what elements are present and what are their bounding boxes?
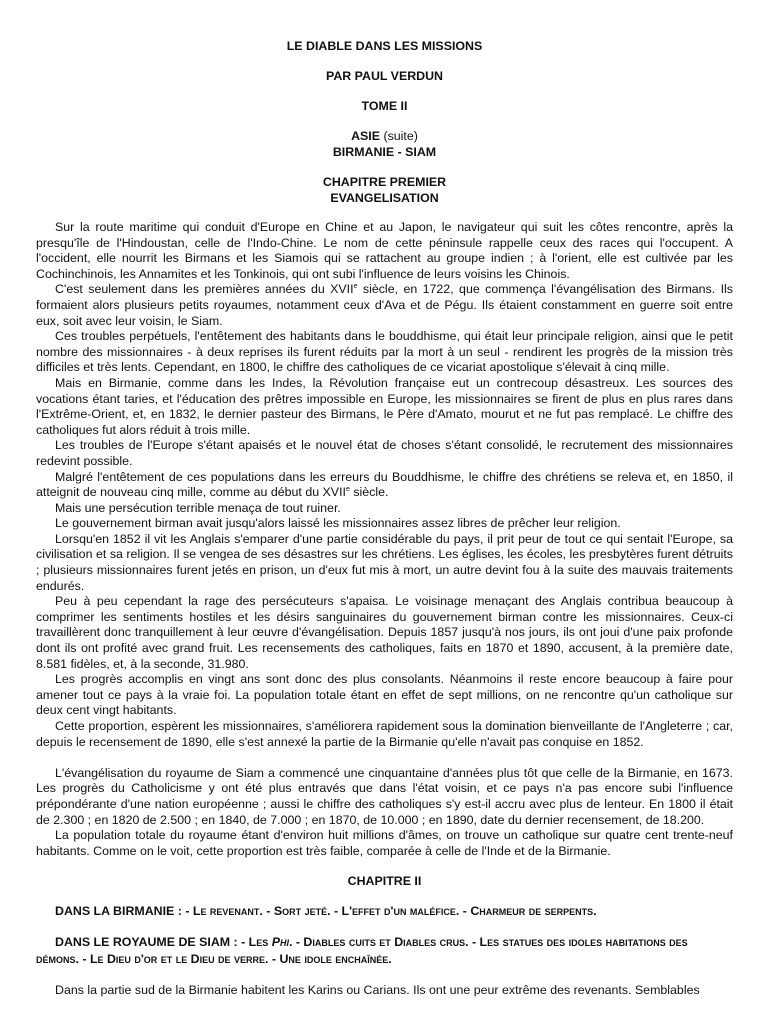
paragraph [36, 282, 733, 329]
superscript: e [353, 283, 358, 291]
paragraph: Ces troubles perpétuels, l'entêtement des habitants dans le bouddhisme, qui était leur principale religion, ainsi que le petit nombre des missionnaires - à deux reprises ils furent réduits par la mort à un seul - rendirent les progrès de la mission très difficiles et très lents. Cependant, en 1800, le chiffre des catholiques de ce vicariat apostolique s'élevait à cinq mille. [36, 329, 733, 375]
paragraph: La population totale du royaume étant d'environ huit millions d'âmes, on trouve un catholique sur quatre cent trente-neuf habitants. Comme on le voit, cette proportion est très faible, comparée à celle de l'Inde et de la Birmanie. [36, 828, 733, 858]
paragraph: Cette proportion, espèrent les missionnaires, s'améliorera rapidement sous la domination bienveillante de l'Angleterre ; car, depuis le recensement de 1890, elle s'est annexé la partie de la Birmanie qu'elle n'avait pas conquise en 1852. [36, 719, 733, 749]
summary-topic-phi: Phi [271, 935, 289, 950]
summary-lead: DANS LA BIRMANIE : [55, 904, 186, 919]
summary-topics: - Les [241, 935, 272, 950]
chapter-1-heading: CHAPITRE PREMIER [322, 175, 447, 189]
summary-topics: - Le revenant. - Sort jeté. - L'effet d'un maléfice. - Charmeur de serpents. [185, 904, 597, 919]
summary-topics: . - Diables cuits et Diables crus. - Les statues des idoles habitations des démons. - Le Dieu d'or et le Dieu de verre. - Une idole enchaînée. [36, 935, 688, 967]
paragraph: Les troubles de l'Europe s'étant apaisés et le nouvel état de choses s'étant consolidé, le recrutement des missionnaires redevint possible. [36, 438, 733, 468]
superscript: e [345, 486, 350, 494]
book-author: PAR PAUL VERDUN [325, 69, 444, 83]
paragraph-text: siècle, en 1722, que commença l'évangélisation des Birmans. Ils formaient alors plusieurs petits royaumes, notamment ceux d'Ava et de Pégu. Ils étaient constamment en guerre soit entre eux, soit avec leur voisin, le Siam. [36, 282, 734, 328]
paragraph: Mais en Birmanie, comme dans les Indes, la Révolution française eut un contrecoup désastreux. Les sources des vocations étant taries, et l'éducation des prêtres impossible en Europe, les missionnaires se firent de plus en plus rares dans l'Extrême-Orient, et, en 1832, le dernier pasteur des Birmans, le Père d'Amato, mourut et ne fut pas remplacé. Le chiffre des catholiques fut alors réduit à trois mille. [36, 375, 733, 437]
asie-label: ASIE [351, 129, 381, 143]
paragraph: L'évangélisation du royaume de Siam a commencé une cinquantaine d'années plus tôt que celle de la Birmanie, en 1673. Les progrès du Catholicisme y ont été plus entravés que dans l'état voisin, et ce pays n'a pas encore subi l'influence prépondérante d'une nation européenne ; aussi le chiffre des catholiques s'y est-il accru avec plus de lenteur. En 1800 il était de 2.300 ; en 1820 de 2.500 ; en 1840, de 7.000 ; en 1870, de 10.000 ; en 1890, date du dernier recensement, de 18.200. [36, 765, 733, 827]
paragraph-text: Malgré l'entêtement de ces populations dans les erreurs du Bouddhisme, le chiffre des chrétiens se releva et, en 1850, il atteignit de nouveau cinq mille, comme au début du XVII [36, 469, 733, 500]
region-heading [36, 128, 733, 144]
volume-label: TOME II [361, 99, 408, 113]
summary-lead: DANS LE ROYAUME DE SIAM : [55, 935, 242, 950]
paragraph: Lorsqu'en 1852 il vit les Anglais s'emparer d'une partie considérable du pays, il prit peur de tout ce qui sentait l'Europe, sa civilisation et sa religion. Il se vengea de ses désastres sur les chrétiens. Les églises, les écoles, les presbytères furent détruits ; plusieurs missionnaires furent jetés en prison, un d'eux fut mis à mort, un autre devint fou à la suite des mauvais traitements endurés. [36, 531, 733, 593]
paragraph: Sur la route maritime qui conduit d'Europe en Chine et au Japon, le navigateur qui suit les côtes rencontre, après la presqu'île de l'Hindoustan, celle de l'Indo-Chine. Le nom de cette péninsule rappelle ceux des races qui l'occupent. A l'occident, elle nourrit les Birmans et les Siamois qui se rattachent au groupe indien ; à l'orient, elle est cultivée par les Cochinchinois, les Annamites et les Tonkinois, qui ont subi l'influence de leurs voisins les Chinois. [36, 220, 733, 281]
chapter-2-summary [36, 903, 733, 968]
asie-suite-label: (suite) [380, 129, 418, 143]
paragraph: Mais une persécution terrible menaça de tout ruiner. [55, 500, 341, 515]
paragraph-text: C'est seulement dans les premières années du XVII [55, 282, 354, 297]
document-page [36, 34, 733, 999]
paragraph-text: siècle. [349, 485, 389, 500]
summary-birmanie [36, 903, 733, 920]
chapter-2-first-paragraph: Dans la partie sud de la Birmanie habitent les Karins ou Carians. Ils ont une peur extrême des revenants. Semblables [55, 983, 700, 998]
chapter-1-subtitle: EVANGELISATION [330, 191, 439, 205]
paragraph: Le gouvernement birman avait jusqu'alors laissé les missionnaires assez libres de prêcher leur religion. [55, 516, 621, 531]
chapter-1-body [36, 220, 733, 859]
paragraph: Les progrès accomplis en vingt ans sont donc des plus consolants. Néanmoins il reste encore beaucoup à faire pour amener tout ce pays à la vraie foi. La population totale étant en effet de sept millions, on ne rencontre qu'un catholique sur deux cent vingt habitants. [36, 672, 733, 718]
chapter-2-heading: CHAPITRE II [347, 874, 422, 889]
subregion-heading: BIRMANIE - SIAM [332, 145, 437, 159]
paragraph: Peu à peu cependant la rage des persécuteurs s'apaisa. Le voisinage menaçant des Anglais contribua beaucoup à comprimer les sentiments hostiles et les désirs sanguinaires du gouvernement birman contre les missionnaires. Ceux-ci travaillèrent donc tranquillement à leur œuvre d'évangélisation. Depuis 1857 jusqu'à nos jours, ils ont joui d'une paix profonde dont ils ont profité avec grand fruit. Les recensements des catholiques, faits en 1870 et 1890, accusent, à la première date, 8.581 fidèles, et, à la seconde, 31.980. [36, 594, 733, 671]
book-title: LE DIABLE DANS LES MISSIONS [286, 39, 483, 53]
summary-siam [36, 934, 733, 968]
paragraph [36, 470, 733, 501]
